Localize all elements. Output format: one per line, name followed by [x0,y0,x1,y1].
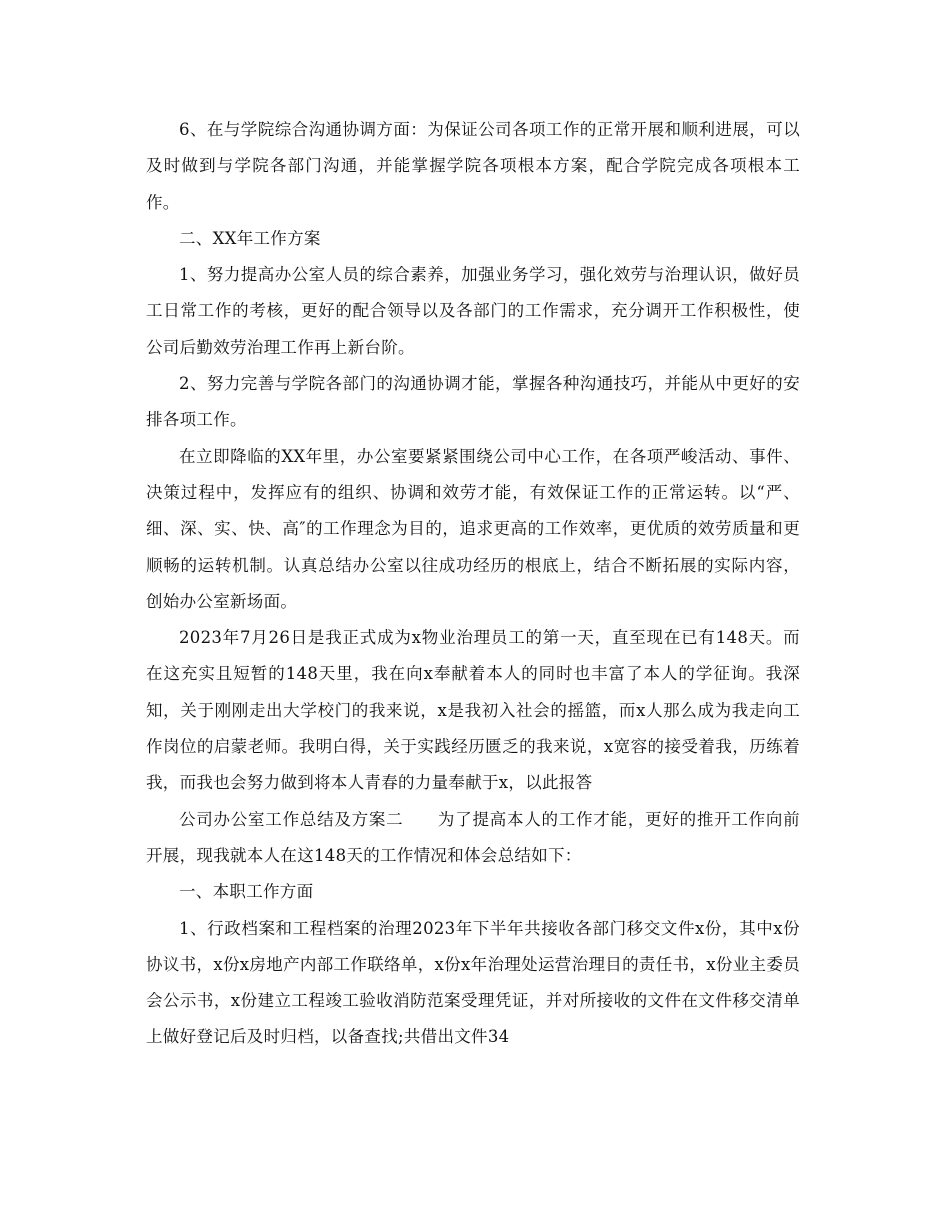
paragraph-summary-two: 公司办公室工作总结及方案二 为了提高本人的工作才能，更好的推开工作向前开展，现我就本人在这148天的工作情况和体会总结如下： [146,809,800,865]
paragraph-archive-management: 1、行政档案和工程档案的治理2023年下半年共接收各部门移交文件x份，其中x份协议书，x份x房地产内部工作联络单，x份x年治理处运营治理目的责任书，x份业主委员会公示书，x份建立工程竣工验收消防范案受理凭证，并对所接收的文件在文件移交清单上做好登记后及时归档，以备查找;共借出文件34 [146,918,800,1047]
paragraph-outlook: 在立即降临的XX年里，办公室要紧紧围绕公司中心工作，在各项严峻活动、事件、决策过程中，发挥应有的组织、协调和效劳才能，有效保证工作的正常运转。以“严、细、深、实、快、高″的工作理念为目的，追求更高的工作效率，更优质的效劳质量和更顺畅的运转机制。认真总结办公室以往成功经历的根底上，结合不断拓展的实际内容，创始办公室新场面。 [146,446,800,611]
paragraph-personal-intro: 2023年7月26日是我正式成为x物业治理员工的第一天，直至现在已有148天。而在这充实且短暂的148天里，我在向x奉献着本人的同时也丰富了本人的学征询。我深知，关于刚刚走出大学校门的我来说，x是我初入社会的摇篮，而x人那么成为我走向工作岗位的启蒙老师。我明白得，关于实践经历匮乏的我来说，x宽容的接受着我，历练着我，而我也会努力做到将本人青春的力量奉献于x，以此报答 [146,628,800,793]
heading-work-plan: 二、XX年工作方案 [179,228,321,248]
heading-job-duties: 一、本职工作方面 [179,882,314,902]
paragraph-coordination: 6、在与学院综合沟通协调方面：为保证公司各项工作的正常开展和顺利进展，可以及时做到与学院各部门沟通，并能掌握学院各项根本方案，配合学院完成各项根本工作。 [146,120,800,212]
paragraph-plan-item-2: 2、努力完善与学院各部门的沟通协调才能，掌握各种沟通技巧，并能从中更好的安排各项工作。 [146,374,800,430]
document-body [146,112,800,1056]
paragraph-plan-item-1: 1、努力提高办公室人员的综合素养，加强业务学习，强化效劳与治理认识，做好员工日常工作的考核，更好的配合领导以及各部门的工作需求，充分调开工作积极性，使公司后勤效劳治理工作再上新台阶。 [146,265,800,357]
